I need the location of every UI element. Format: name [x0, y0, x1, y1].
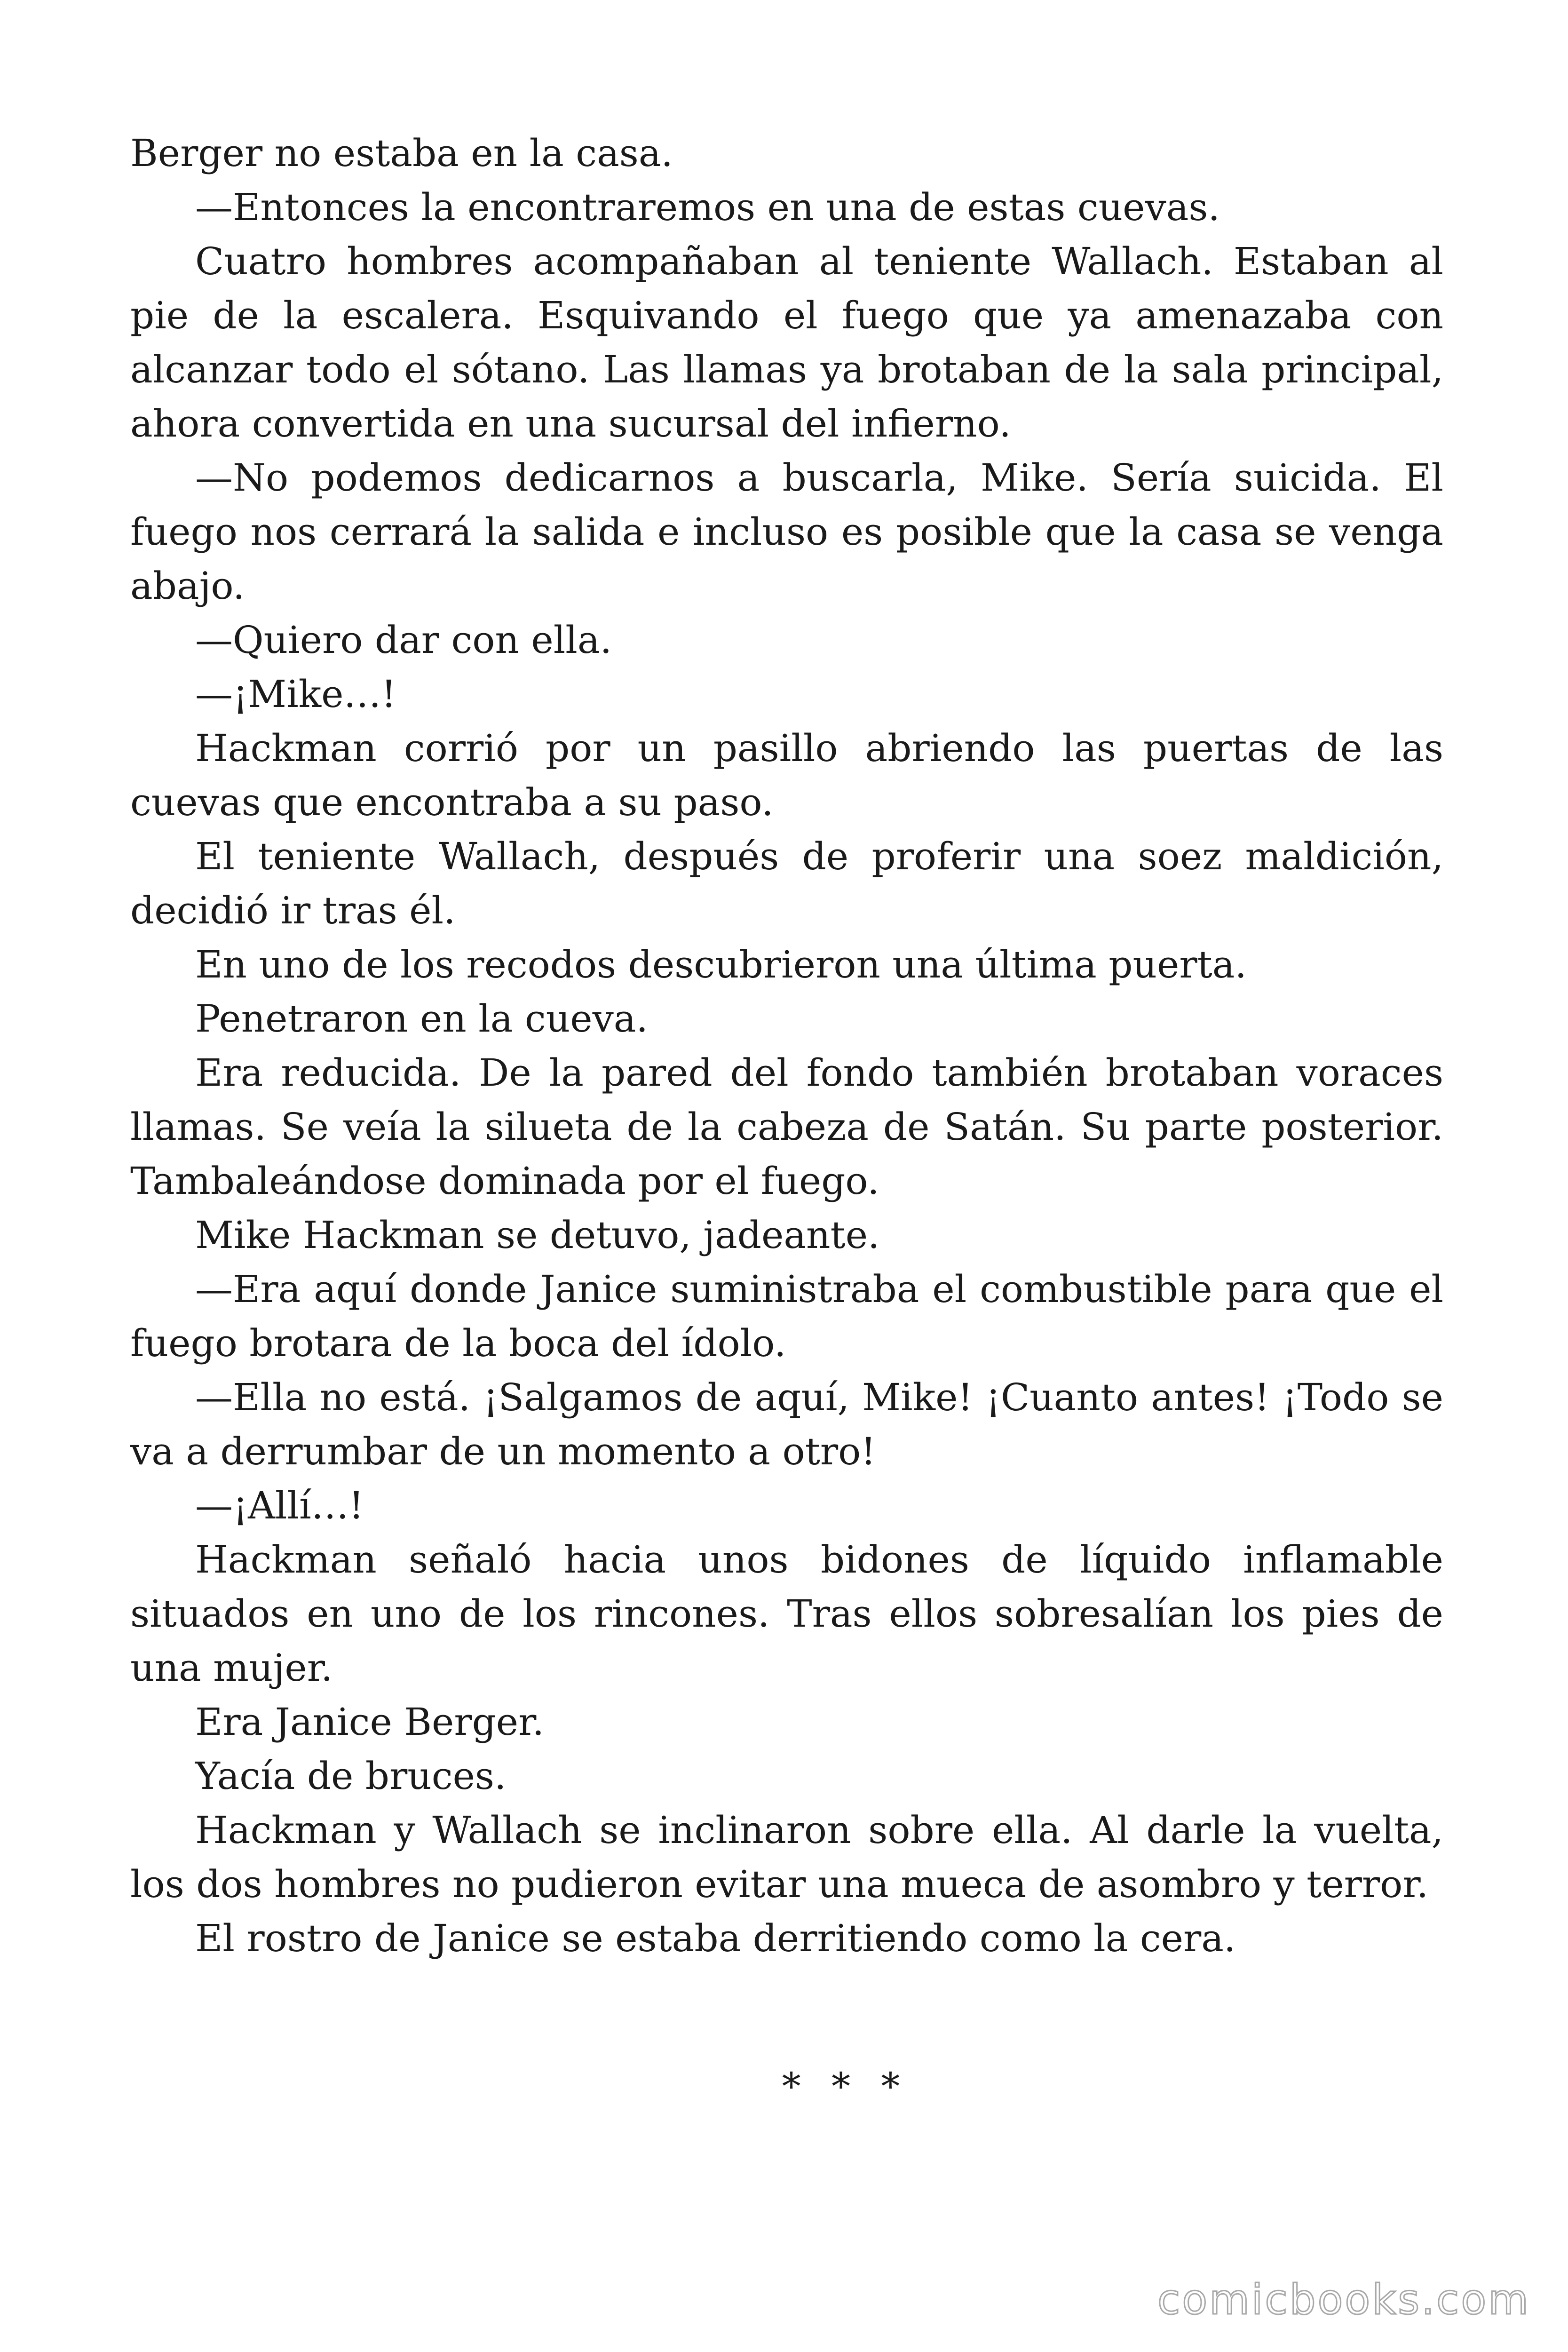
paragraph: —Entonces la encontraremos en una de estas cuevas.	[195, 185, 1220, 229]
paragraph: En uno de los recodos descubrieron una última puerta.	[195, 943, 1247, 986]
paragraph: El rostro de Janice se estaba derritiendo como la cera.	[195, 1916, 1236, 1960]
paragraph: Hackman señaló hacia unos bidones de líquido inflamable situados en uno de los rincones. Tras ellos sobresalían los pies de una mujer.	[130, 1538, 1443, 1690]
paragraph: —¡Mike…!	[195, 672, 396, 716]
paragraph: Mike Hackman se detuvo, jadeante.	[195, 1213, 880, 1257]
paragraph: Era reducida. De la pared del fondo también brotaban voraces llamas. Se veía la silueta de la cabeza de Satán. Su parte posterior. Tambaleándose dominada por el fuego.	[130, 1051, 1443, 1203]
paragraph: —No podemos dedicarnos a buscarla, Mike. Sería suicida. El fuego nos cerrará la salida e incluso es posible que la casa se venga abajo.	[130, 456, 1443, 608]
section-separator: * * *	[782, 2065, 910, 2108]
paragraph: Hackman y Wallach se inclinaron sobre ella. Al darle la vuelta, los dos hombres no pudieron evitar una mueca de asombro y terror.	[130, 1808, 1443, 1906]
paragraph: —Ella no está. ¡Salgamos de aquí, Mike! ¡Cuanto antes! ¡Todo se va a derrumbar de un momento a otro!	[130, 1375, 1443, 1473]
paragraph: Yacía de bruces.	[195, 1754, 507, 1798]
watermark: comicbooks.com	[1157, 2275, 1530, 2324]
paragraph: Penetraron en la cueva.	[195, 997, 648, 1041]
paragraph: Era Janice Berger.	[195, 1700, 545, 1744]
paragraph: Berger no estaba en la casa.	[130, 131, 673, 175]
paragraph: Hackman corrió por un pasillo abriendo las puertas de las cuevas que encontraba a su paso.	[130, 726, 1443, 824]
page-text	[130, 126, 1443, 2114]
paragraph: Cuatro hombres acompañaban al teniente Wallach. Estaban al pie de la escalera. Esquivando el fuego que ya amenazaba con alcanzar todo el sótano. Las llamas ya brotaban de la sala principal, ahora convertida en una sucursal del infierno.	[130, 239, 1443, 445]
paragraph: —¡Allí…!	[195, 1484, 364, 1527]
paragraph: El teniente Wallach, después de proferir una soez maldición, decidió ir tras él.	[130, 834, 1443, 932]
paragraph: —Quiero dar con ella.	[195, 618, 612, 662]
paragraph: —Era aquí donde Janice suministraba el combustible para que el fuego brotara de la boca del ídolo.	[130, 1267, 1443, 1365]
